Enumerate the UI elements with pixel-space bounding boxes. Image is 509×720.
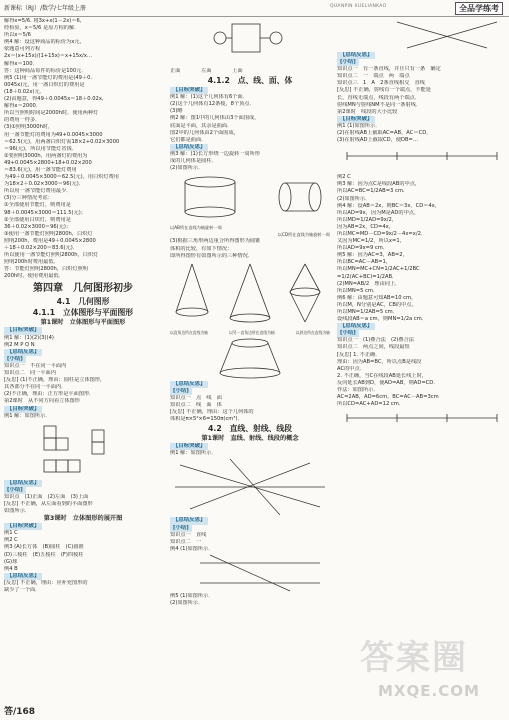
- text-line: 所以AD=9x，因为M是AD的中点，: [337, 209, 420, 216]
- text-line: 缺少了一个面．: [4, 587, 41, 593]
- lines-figure: [170, 457, 330, 517]
- text-line: 知识点二 线 面 体: [170, 401, 222, 408]
- text-line: 【总结反思】: [170, 144, 330, 151]
- text-line: 2. 不正确，当C在线段AB延长线上时，: [337, 372, 427, 379]
- text-line: 如图所示．: [4, 508, 30, 515]
- text-line: 例1 解：如图所示．: [170, 450, 217, 457]
- text-line: 【总结反思】: [4, 480, 162, 487]
- column-1: [4, 18, 162, 708]
- text-line: 0045x)元，用一盏白炽灯的费用是: [4, 81, 85, 88]
- col2-part-d: [170, 443, 330, 457]
- intersect-figure: [337, 18, 505, 52]
- ray-figure: [170, 553, 330, 593]
- text-line: 解得x＝100．: [4, 60, 38, 67]
- text-line: (3)在射线AD上截取CD，使DB=…: [337, 137, 419, 144]
- text-line: 第2课时 线段的大小比较: [337, 108, 398, 115]
- text-line: 【总结反思】: [337, 52, 505, 59]
- text-line: [小结]: [337, 59, 505, 66]
- text-line: (2)在射线AB上截取AC=AB，AC＝CD，: [337, 130, 432, 137]
- text-line: 体积是π×5²×6=150π(cm³)．: [170, 416, 243, 423]
- text-line: 用一盏节能灯的费用为49+0.0045×3000: [4, 131, 103, 138]
- text-line: 例4 解：设这种商品的标价为x元，: [4, 39, 85, 46]
- cone-caption: 以另一直角边所在直线为轴: [229, 329, 275, 335]
- text-line: 解得x=5/6. 将3x+x(1－2x)＝6,: [4, 18, 82, 24]
- text-line: 知识点一 有一条直线，并且只有一条 确定: [337, 66, 441, 73]
- cylinder-caption-left: 以AB所在直线为轴旋转一周: [170, 225, 222, 231]
- text-line: 第2课时 从不同方向看立体图形: [4, 398, 80, 405]
- text-line: 又因为MC=1/2，所以x=1，: [337, 238, 405, 245]
- section-title-4-2: 4.2 直线、射线、线段: [208, 424, 292, 434]
- text-line: 照明200h时费用最低．: [4, 259, 59, 266]
- text-line: 知识点二 一: [170, 538, 202, 545]
- text-line: [反思] 不正确，理由：应补充图形的: [4, 579, 88, 586]
- text-line: [小结]: [4, 487, 162, 494]
- text-line: 设线段AB＝a cm，则MN=1/2a cm．: [337, 316, 427, 323]
- text-line: 例5 解：因为AC=3，AB=2，: [337, 252, 408, 259]
- text-line: 它们都是曲面．: [170, 136, 207, 143]
- text-line: 所以当照明时间是2000h时，使用两种灯: [4, 110, 99, 117]
- col1-mid-text: [4, 327, 162, 419]
- text-line: 图2中的几何体由2个面围成，: [170, 129, 239, 136]
- cone-caption: 以斜边所在直线为轴: [295, 329, 330, 335]
- text-line: 所以MC=MD－CD=9x/2－4x=x/2．: [337, 230, 427, 237]
- cones-figure: [170, 260, 330, 330]
- text-line: 知识点二 一 端点 两 端点: [337, 73, 410, 80]
- col1-bottom-text: [4, 523, 162, 594]
- text-line: 所以BC=AC－AB=1，: [337, 259, 392, 266]
- segment-figure-2: [337, 408, 505, 428]
- book-title: 新课标（RJ）/数学/七年级上册: [4, 5, 86, 12]
- text-line: (2)由题意，得49＋0.0045x＝18＋0.02x,: [4, 96, 104, 103]
- text-line: 答：节能灯照明2800h，白炽灯照明: [4, 266, 88, 273]
- col3-part-b: [337, 174, 505, 323]
- text-line: 例5 (1)如图所示．: [170, 592, 214, 599]
- text-line: 例2 M P Q N: [4, 341, 35, 348]
- text-line: [反思] 不正确，射线有一个端点，不能延: [337, 87, 431, 94]
- text-line: ＝62.5(元)，用两盏白炽灯需18×2+0.02×3000: [4, 138, 120, 145]
- text-line: 知识点二 两点之间，线段最短: [337, 344, 410, 351]
- text-line: 经检验，x＝5/6 是原方程的解.: [4, 25, 76, 32]
- text-line: 所以MD=1/2AD=9x/2，: [337, 216, 398, 223]
- text-line: (2)如图所示．: [170, 600, 204, 606]
- text-line: 例2 解：图1中的几何体由3个面围成，: [170, 115, 260, 122]
- text-line: 解得x＝2000．: [4, 103, 42, 110]
- text-line: 例3 (A)长方体 (B)圆柱 (C)圆锥: [4, 544, 84, 551]
- text-line: 为18×2＋0.02×3000＝96(元)．: [4, 181, 84, 188]
- text-line: 反向延长AB到D，使AD=AB，则AD=CD.: [337, 379, 435, 386]
- text-line: (2)MN=AB/2 理由同上．: [337, 280, 401, 287]
- text-line: 作法：如图所示．: [337, 387, 379, 394]
- text-line: 98＋0.0045×3000＝111.5(元)；: [4, 209, 86, 216]
- text-line: 【总结反思】: [170, 517, 330, 524]
- text-line: [反思] (1)不正确，理由：圆柱是立体图形，: [4, 377, 106, 384]
- watermark-logo: 答案圈: [360, 638, 468, 678]
- text-line: (2)这个几何体有12条棱，8个顶点．: [170, 101, 255, 108]
- text-line: 所以MN=MC+CN=1/2AC+1/2BC: [337, 266, 420, 273]
- views-figure: [170, 18, 330, 68]
- text-line: [反思] 不正确，理由：这个几何体的: [170, 409, 254, 416]
- text-line: 知识点一 不在同一平面内: [4, 362, 67, 369]
- text-line: 所以CD=AC+AD=12 cm．: [337, 401, 404, 408]
- text-line: (D)三棱柱 (E)五棱柱 (F)四棱柱: [4, 551, 84, 558]
- text-line: 【总结反思】: [170, 381, 330, 388]
- segment-figure: [337, 144, 505, 174]
- text-line: 理由：因为AB=BC，所以点B是线段: [337, 358, 422, 365]
- col3-part-c: [337, 323, 505, 408]
- lesson-title-1: 第1课时 立体图形与平面图形: [40, 319, 126, 327]
- text-line: 知识点 (1)正面 (2)左面 (3)上面: [4, 493, 89, 500]
- text-line: 【目标突破】: [337, 116, 505, 123]
- lesson-title-3: 第3课时 立体图形的展开图: [43, 515, 123, 523]
- col1-top-text: [4, 18, 162, 280]
- text-line: (2)不正确，理由：正方形是平面图形．: [4, 391, 95, 398]
- text-line: 其各部分不在同一平面内．: [4, 384, 67, 391]
- text-line: 所以AD=9x=9 cm．: [337, 245, 389, 252]
- col2-part-f: [170, 593, 330, 607]
- text-line: 所以M，N分别是AC，CB的中点，: [337, 301, 417, 308]
- text-line: 例4 (1)如图所示．: [170, 545, 214, 552]
- text-line: [小结]: [170, 525, 330, 532]
- text-line: (3)①照明3000h时，: [4, 124, 54, 131]
- brand-logo: 全品学练考: [455, 2, 503, 15]
- text-line: ②要照明3000h，用两盏灯的费用为: [4, 152, 88, 159]
- text-line: 成的几何体是圆柱．: [170, 158, 217, 165]
- text-line: 200h时，使用费用最低．: [4, 273, 64, 280]
- text-line: (2)如图所示．: [337, 195, 371, 202]
- text-line: 所以MN=5 cm．: [337, 287, 379, 294]
- text-line: 【目标突破】: [4, 327, 162, 334]
- text-line: 例1 解：(1)(2)(3)(4): [4, 334, 54, 341]
- text-line: 例4 B: [4, 565, 18, 572]
- text-line: 例5 (1)用一盏节能灯的费用是(49＋0.: [4, 74, 93, 81]
- text-line: (G)球: [4, 558, 18, 565]
- text-line: (3)分三种情况考虑：: [4, 195, 53, 202]
- text-line: (2)如图所示．: [170, 165, 204, 172]
- text-line: (3)略: [170, 108, 183, 115]
- text-line: ①全部使用节能灯，则费用是: [4, 202, 71, 209]
- col2-part-b: [170, 238, 330, 259]
- text-line: 所以AC=BC=1/2AB=3 cm.: [337, 188, 405, 195]
- text-line: 底面是平面，其余是曲面．: [170, 122, 233, 129]
- text-line: [小结]: [170, 388, 330, 395]
- text-line: 知识点二 同一平面内: [4, 370, 56, 377]
- text-line: ＋18＋0.02×200＝83.6(元)．: [4, 245, 78, 251]
- page-number: 答/168: [4, 707, 36, 717]
- text-line: (3)根据三角形两边重合所得图形为圆锥: [170, 238, 261, 245]
- text-line: ③使用一盏节能灯照明2800h，白炽灯: [4, 230, 93, 237]
- text-line: 所以x＝5/6: [4, 32, 31, 39]
- cones-captions: [170, 330, 330, 335]
- text-line: 49+0.0045×2800+18+0.02×200: [4, 159, 92, 166]
- column-3: [337, 18, 505, 708]
- text-line: 为49＋0.0045×3000＝62.5(元)，用白炽灯费用: [4, 174, 119, 181]
- text-line: 【总结反思】: [4, 349, 162, 356]
- text-line: 【总结反思】: [337, 323, 505, 330]
- page-header: [0, 0, 509, 17]
- text-line: 例3 解：因为点C是线段AB的中点，: [337, 181, 421, 188]
- text-line: 所以MN=1/2AB=5 cm．: [337, 309, 398, 315]
- col2-part-e: [170, 517, 330, 552]
- three-view-figure: [4, 420, 154, 480]
- text-line: AC=2AB，AD=6cm，BC=AC－AB=3cm: [337, 394, 439, 401]
- text-line: 因为AB=2x，CD=4x，: [337, 223, 394, 230]
- text-line: =1/2(AC+BC)=1/2AB．: [337, 273, 398, 280]
- text-line: 例4 解：设AB＝2x，则BC＝3x，CD＝4x，: [337, 202, 440, 209]
- cone-caption: 以直角边所在直线为轴: [170, 329, 208, 335]
- text-line: 知识点三 1 A 2条直线相交 直线: [337, 80, 425, 87]
- text-line: 例1 解：如图所示．: [4, 412, 51, 419]
- text-line: ＝83.6(元)，用一盏节能灯费用: [4, 166, 77, 173]
- col1-summary-text: [4, 480, 162, 515]
- text-line: 例2 C: [337, 174, 351, 181]
- text-line: 正面 左面 上面: [170, 68, 243, 74]
- text-line: 答：这种商品每件的标价是100元．: [4, 67, 87, 74]
- text-line: 【总结反思】: [4, 573, 162, 580]
- section-title-4-1-2: 4.1.2 点、线、面、体: [207, 76, 293, 86]
- text-line: 例2 C: [4, 537, 18, 544]
- col2-part-a: [170, 87, 330, 172]
- col2-part-c: [170, 381, 330, 424]
- brand-pinyin: QUANPIN XUELIANKAO: [330, 4, 387, 9]
- text-line: 2x＝(x+15x)/(1+15x)＝x+15x/x…: [4, 53, 93, 60]
- text-line: 长，直线无端点，线段有两个端点．: [337, 94, 421, 101]
- text-line: 例6 解：由题意可知AB=10 cm，: [337, 294, 417, 301]
- text-line: 例1 解：(1)这个几何体有6个面．: [170, 94, 248, 101]
- text-line: [小结]: [337, 330, 505, 337]
- chapter-title: 第四章 几何图形初步: [33, 283, 133, 295]
- text-line: AC的中点．: [337, 365, 365, 372]
- text-line: 36＋0.02×3000＝96(元)；: [4, 223, 72, 230]
- column-2: [170, 18, 330, 708]
- section-title-4-1-1: 4.1.1 立体图形与平面图形: [32, 308, 134, 318]
- text-line: 知识点一 点 线 面: [170, 394, 222, 401]
- lesson-title-4: 第1课时 直线、射线、线段的概念: [201, 435, 299, 443]
- text-line: [反思] 不正确，从左面看到的平面图形: [4, 500, 93, 507]
- text-line: 所以用一盏节能灯费用最少．: [4, 188, 72, 195]
- text-line: 【目标突破】: [170, 87, 330, 94]
- text-line: 射线MN与射线NM不是同一条射线．: [337, 101, 422, 108]
- text-line: 知识点一 直线: [170, 531, 207, 538]
- text-line: 所以使用一盏节能灯照明2800h，白炽灯: [4, 252, 99, 259]
- col2-top-text: [170, 68, 330, 75]
- text-line: ＝96(元)，所以用节能灯省钱．: [4, 145, 77, 152]
- frustum-figure: [170, 335, 330, 381]
- text-line: 【目标突破】: [170, 443, 330, 450]
- text-line: ②全部使用白炽灯，则费用是: [4, 216, 71, 223]
- section-title-4-1: 4.1 几何图形: [56, 297, 110, 307]
- text-line: 【目标突破】: [4, 523, 162, 530]
- text-line: [小结]: [4, 356, 162, 363]
- text-line: 例1 C: [4, 530, 18, 537]
- text-line: 例1 (1)如图所示．: [337, 122, 381, 129]
- cylinder-figure: [170, 172, 330, 224]
- text-line: [反思] 1. 不正确．: [337, 351, 381, 358]
- col3-part-a: [337, 52, 505, 144]
- text-line: (18＋0.02x)元．: [4, 88, 45, 95]
- text-line: 的费用一样多．: [4, 117, 41, 124]
- text-line: 即所得图形有如图所示的三种情况．: [170, 252, 254, 259]
- cylinder-caption-right: 以CD所在直线为轴旋转一周: [277, 232, 330, 238]
- text-line: 照明200h，费用是49＋0.0045×2800: [4, 237, 96, 244]
- text-line: 依题意可列方程: [4, 46, 41, 53]
- text-line: 【目标突破】: [4, 406, 162, 413]
- text-line: 例3 解：(1)长方形绕一边旋转一周所形: [170, 150, 261, 157]
- text-line: 知识点一 (1)叠合法 (2)叠合法: [337, 337, 414, 344]
- watermark-url: MXQE.COM: [378, 682, 480, 700]
- text-line: 体积的比较，有如下情况：: [170, 245, 233, 252]
